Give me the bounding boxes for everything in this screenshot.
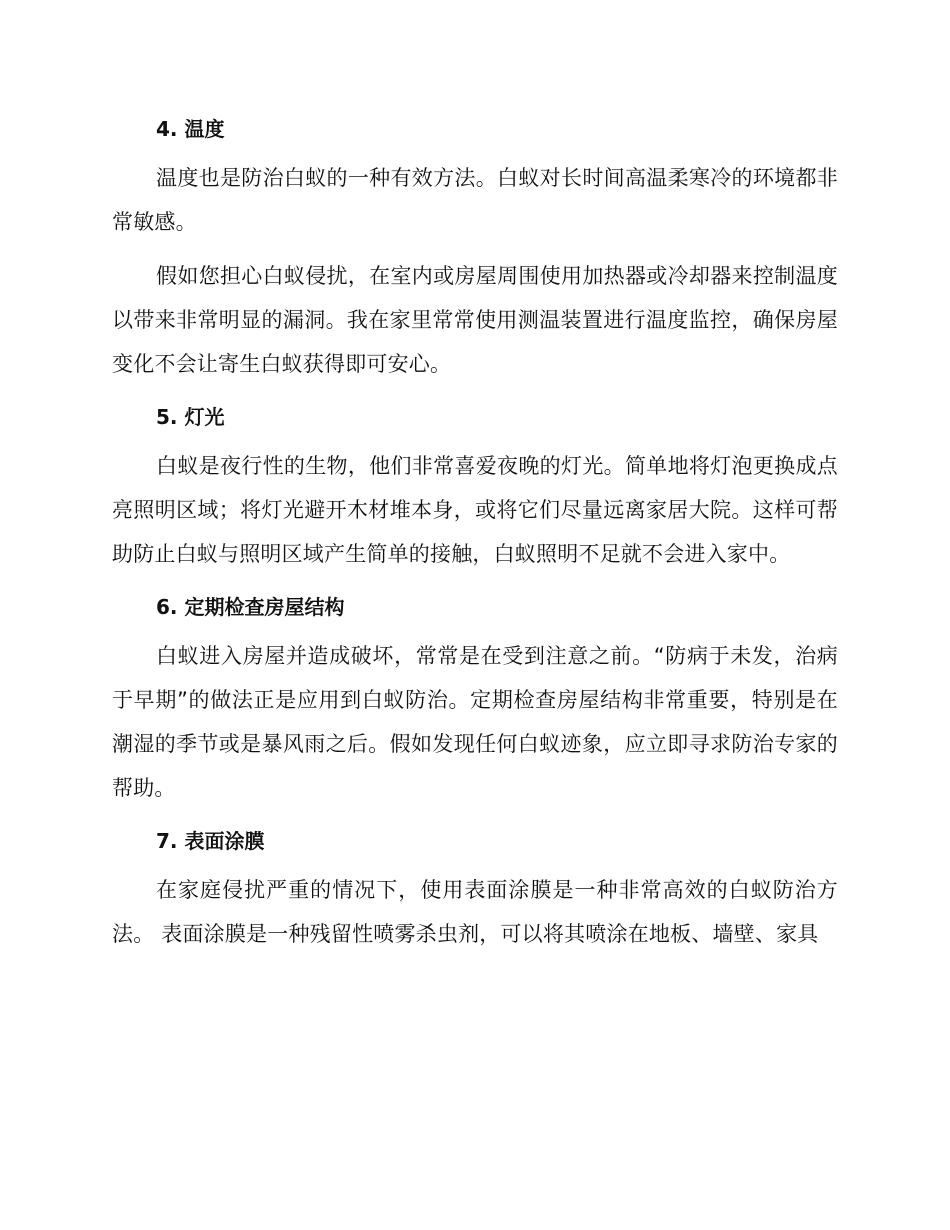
paragraph: 白蚁是夜行性的生物，他们非常喜爱夜晚的灯光。简单地将灯泡更换成点亮照明区域；将灯光避开木材堆本身，或将它们尽量远离家居大院。这样可帮助防止白蚁与照明区域产生简单的接触，白蚁照明不足就不会进入家中。	[112, 454, 838, 566]
paragraph: 在家庭侵扰严重的情况下，使用表面涂膜是一种非常高效的白蚁防治方法。 表面涂膜是一种残留性喷雾杀虫剂，可以将其喷涂在地板、墙壁、家具	[112, 878, 838, 946]
section-heading: 6. 定期检查房屋结构	[156, 595, 345, 619]
section-lighting	[112, 396, 838, 576]
paragraph: 温度也是防治白蚁的一种有效方法。白蚁对长时间高温柔寒冷的环境都非常敏感。	[112, 166, 838, 234]
section-heading: 7. 表面涂膜	[156, 829, 265, 853]
section-heading: 4. 温度	[156, 117, 225, 141]
section-coating	[112, 820, 838, 956]
section-heading: 5. 灯光	[156, 405, 225, 429]
section-temperature	[112, 108, 838, 386]
paragraph: 白蚁进入房屋并造成破坏，常常是在受到注意之前。“防病于未发，治病于早期”的做法正是应用到白蚁防治。定期检查房屋结构非常重要，特别是在潮湿的季节或是暴风雨之后。假如发现任何白蚁迹象，应立即寻求防治专家的帮助。	[112, 644, 838, 800]
document-page	[112, 108, 838, 966]
section-inspection	[112, 586, 838, 810]
paragraph: 假如您担心白蚁侵扰，在室内或房屋周围使用加热器或冷却器来控制温度以带来非常明显的漏洞。我在家里常常使用测温装置进行温度监控，确保房屋变化不会让寄生白蚁获得即可安心。	[112, 264, 838, 376]
